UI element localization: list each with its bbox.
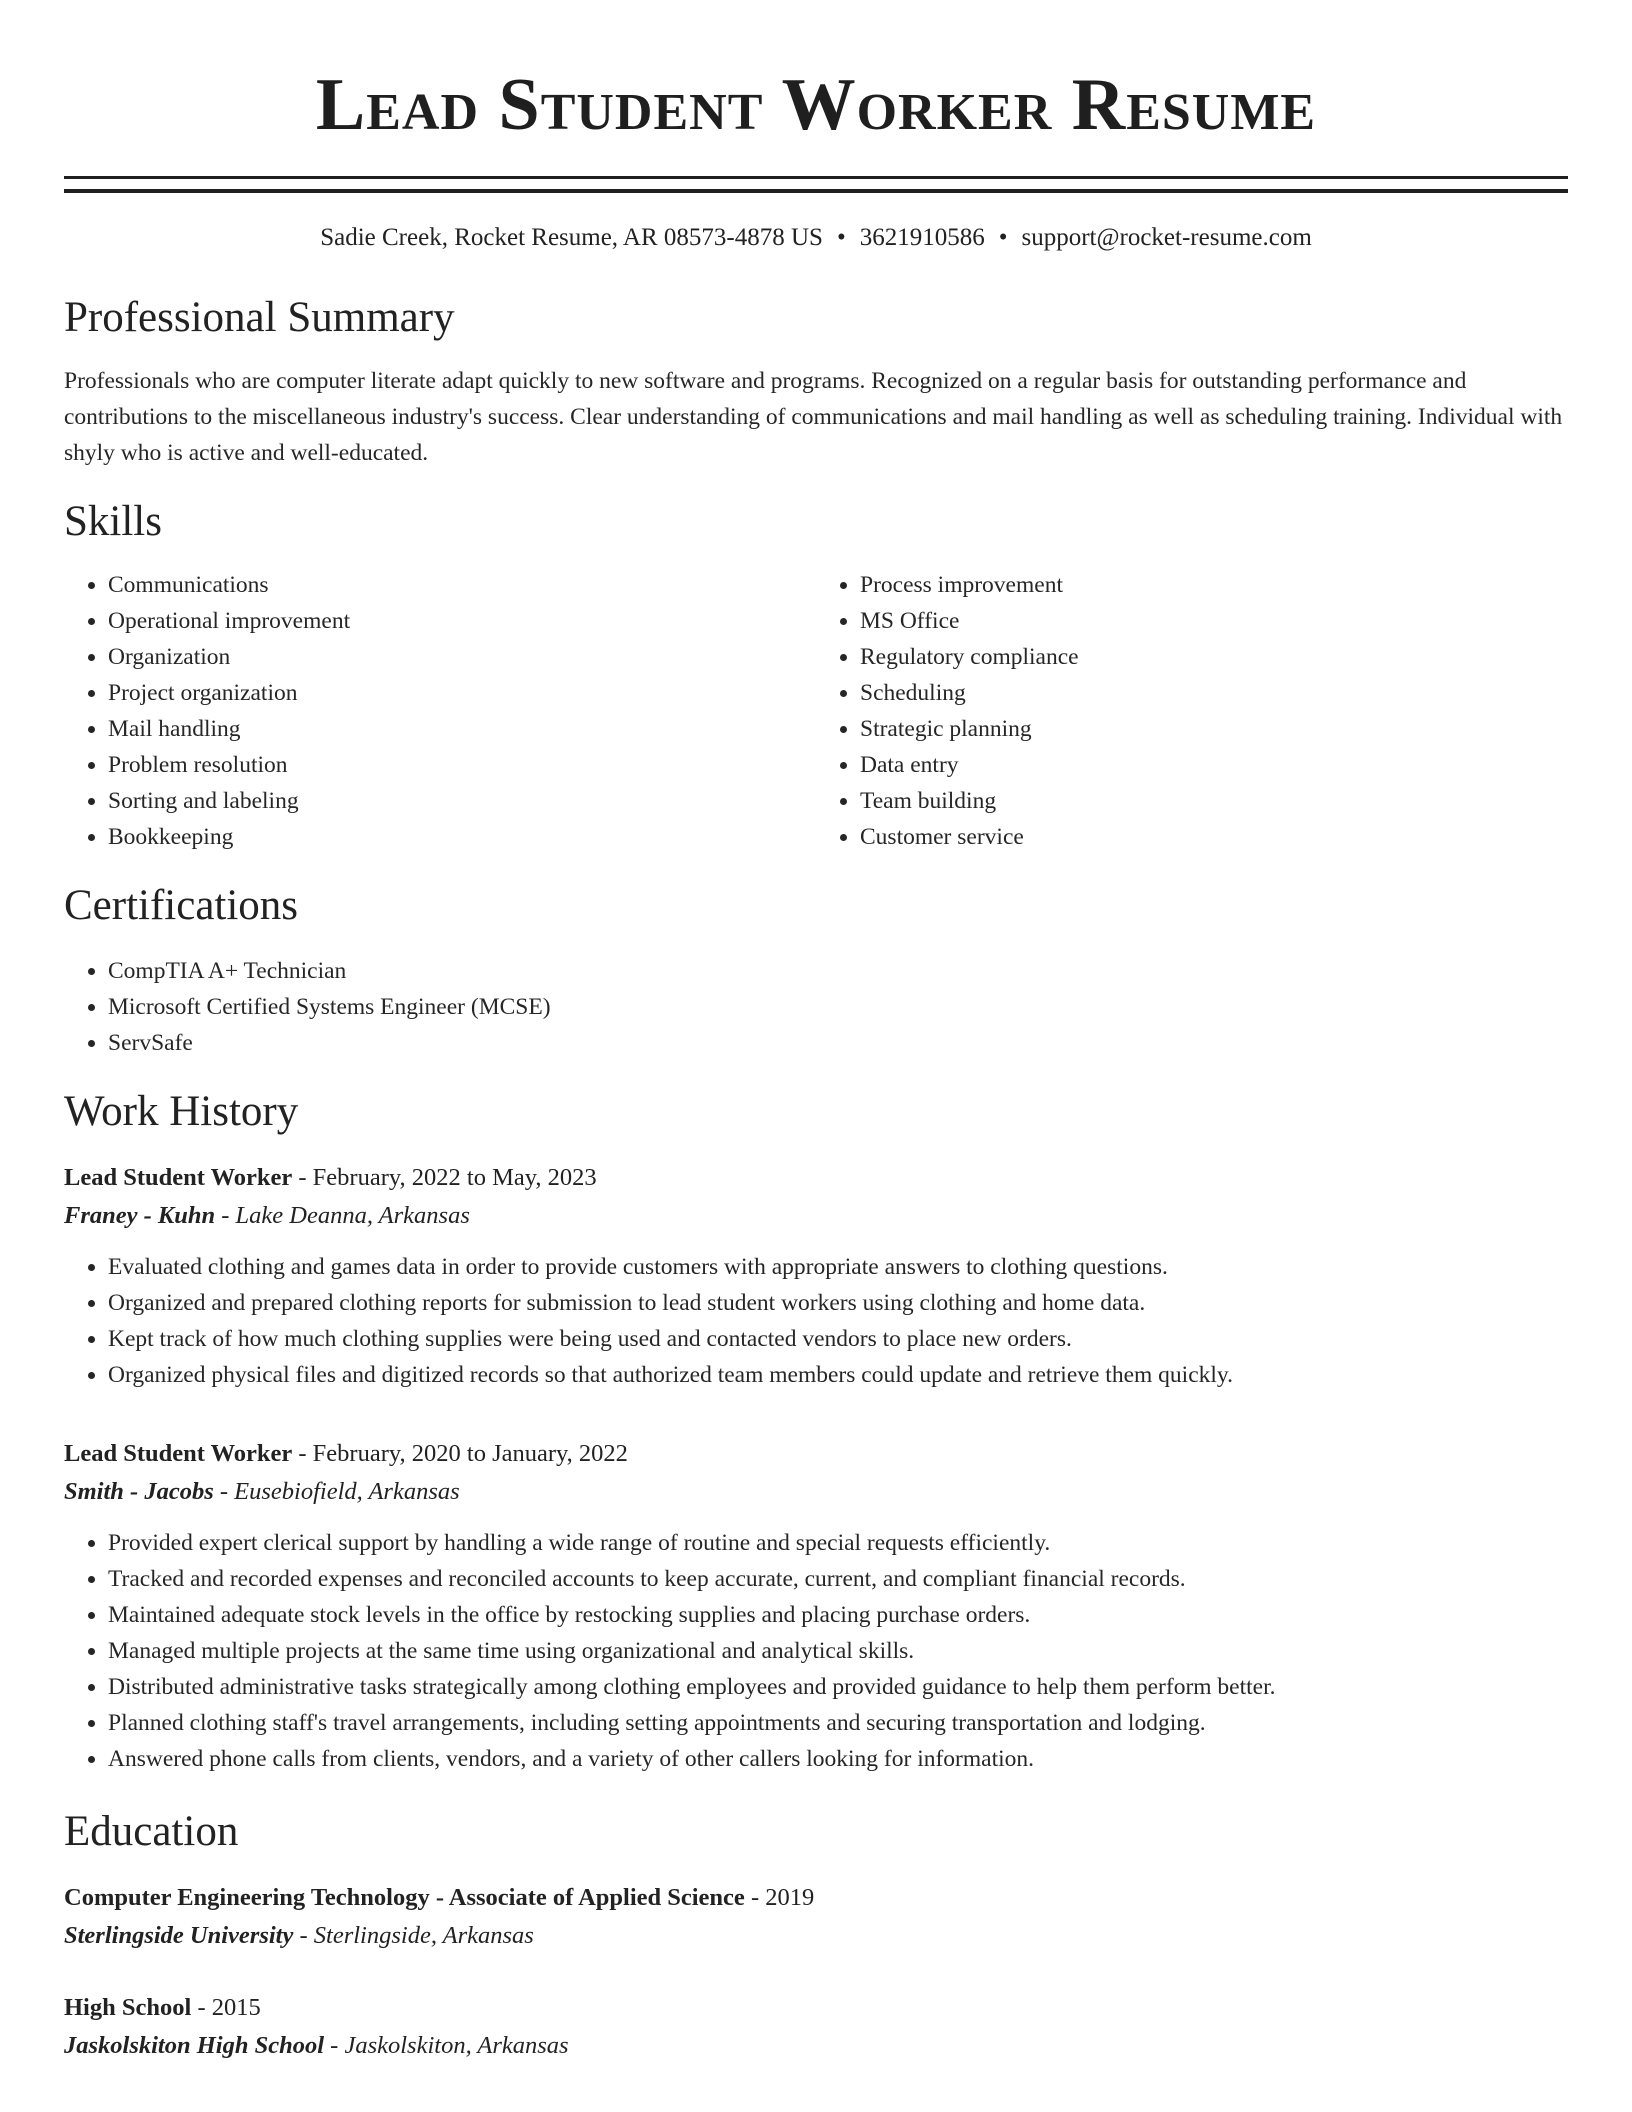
contact-email: support@rocket-resume.com: [1021, 224, 1312, 251]
job-title: Lead Student Worker: [64, 1164, 293, 1191]
job-bullet: • Tracked and recorded expenses and reconciled accounts to keep accurate, current, and compliant financial records.: [108, 1561, 1568, 1597]
section-heading-summary: Professional Summary: [64, 294, 455, 341]
education-year: - 2019: [744, 1884, 815, 1911]
education-degree: Computer Engineering Technology - Associate of Applied Science: [64, 1884, 745, 1911]
skill-item: • Communications: [108, 567, 816, 603]
job-bullet: • Maintained adequate stock levels in the office by restocking supplies and placing purchase orders.: [108, 1597, 1568, 1633]
skill-item: • Customer service: [860, 819, 1568, 855]
skill-item: • Operational improvement: [108, 603, 816, 639]
skill-item: • Scheduling: [860, 675, 1568, 711]
certifications-list: [64, 953, 1568, 1061]
education-school: Sterlingside University: [64, 1922, 294, 1949]
skill-item: • Organization: [108, 639, 816, 675]
skills-columns: [64, 567, 1568, 855]
job-company-line: [64, 1197, 1568, 1235]
education-location: - Jaskolskiton, Arkansas: [324, 2032, 569, 2059]
job-location: - Eusebiofield, Arkansas: [213, 1478, 460, 1505]
section-heading-skills: Skills: [64, 498, 162, 545]
job-bullet: • Evaluated clothing and games data in order to provide customers with appropriate answers to clothing questions.: [108, 1249, 1568, 1285]
job-dates: - February, 2020 to January, 2022: [292, 1440, 628, 1467]
skill-item: • Strategic planning: [860, 711, 1568, 747]
job-entry: [64, 1159, 1568, 1393]
education-degree-line: [64, 1989, 1568, 2027]
section-heading-work-history: Work History: [64, 1088, 299, 1135]
skills-list-right: [816, 567, 1568, 855]
skill-item: • Project organization: [108, 675, 816, 711]
certification-item: • ServSafe: [108, 1025, 1568, 1061]
title-double-rule: [64, 176, 1568, 193]
job-company: Franey - Kuhn: [64, 1202, 216, 1229]
education-degree-line: [64, 1879, 1568, 1917]
job-entry: [64, 1435, 1568, 1777]
job-bullet: • Answered phone calls from clients, vendors, and a variety of other callers looking for information.: [108, 1741, 1568, 1777]
education-entry: [64, 1879, 1568, 1955]
job-bullet: • Organized physical files and digitized records so that authorized team members could update and retrieve them quickly.: [108, 1357, 1568, 1393]
certification-item: • CompTIA A+ Technician: [108, 953, 1568, 989]
job-bullet: • Planned clothing staff's travel arrangements, including setting appointments and securing transportation and lodging.: [108, 1705, 1568, 1741]
job-bullet: • Managed multiple projects at the same time using organizational and analytical skills.: [108, 1633, 1568, 1669]
education-school-line: [64, 2027, 1568, 2065]
job-location: - Lake Deanna, Arkansas: [215, 1202, 470, 1229]
skill-item: • Team building: [860, 783, 1568, 819]
education-entry: [64, 1989, 1568, 2065]
section-heading-education: Education: [64, 1808, 239, 1855]
skill-item: • Bookkeeping: [108, 819, 816, 855]
job-bullet: • Organized and prepared clothing reports for submission to lead student workers using clothing and home data.: [108, 1285, 1568, 1321]
contact-line: [64, 223, 1568, 253]
education-school: Jaskolskiton High School: [64, 2032, 325, 2059]
certification-item: • Microsoft Certified Systems Engineer (MCSE): [108, 989, 1568, 1025]
job-company: Smith - Jacobs: [64, 1478, 214, 1505]
education-degree: High School: [64, 1994, 192, 2021]
job-title: Lead Student Worker: [64, 1440, 293, 1467]
skill-item: • Process improvement: [860, 567, 1568, 603]
resume-title: Lead Student Worker Resume: [315, 64, 1317, 146]
contact-phone: 3621910586: [859, 224, 985, 251]
job-title-line: [64, 1435, 1568, 1473]
job-dates: - February, 2022 to May, 2023: [292, 1164, 597, 1191]
contact-address: Sadie Creek, Rocket Resume, AR 08573-4878 US: [320, 224, 823, 251]
job-bullet: • Distributed administrative tasks strategically among clothing employees and provided guidance to help them perform better.: [108, 1669, 1568, 1705]
education-school-line: [64, 1917, 1568, 1955]
education-year: - 2015: [191, 1994, 261, 2021]
contact-separator: •: [836, 224, 846, 251]
education-location: - Sterlingside, Arkansas: [293, 1922, 534, 1949]
skill-item: • Mail handling: [108, 711, 816, 747]
skill-item: • Data entry: [860, 747, 1568, 783]
job-bullet: • Kept track of how much clothing supplies were being used and contacted vendors to place new orders.: [108, 1321, 1568, 1357]
job-bullets: [64, 1525, 1568, 1777]
job-bullets: [64, 1249, 1568, 1393]
skill-item: • Sorting and labeling: [108, 783, 816, 819]
skill-item: • Regulatory compliance: [860, 639, 1568, 675]
section-heading-certifications: Certifications: [64, 882, 299, 929]
skills-list-left: [64, 567, 816, 855]
contact-separator: •: [998, 224, 1008, 251]
job-bullet: • Provided expert clerical support by handling a wide range of routine and special requests efficiently.: [108, 1525, 1568, 1561]
job-title-line: [64, 1159, 1568, 1197]
summary-text: Professionals who are computer literate adapt quickly to new software and programs. Recognized on a regular basis for outstanding performance and contributions to the miscellaneous industry's success. Clear understanding of communications and mail handling as well as scheduling training. Individual with shyly who is active and well-educated.: [64, 368, 1563, 466]
job-company-line: [64, 1473, 1568, 1511]
skill-item: • MS Office: [860, 603, 1568, 639]
skill-item: • Problem resolution: [108, 747, 816, 783]
